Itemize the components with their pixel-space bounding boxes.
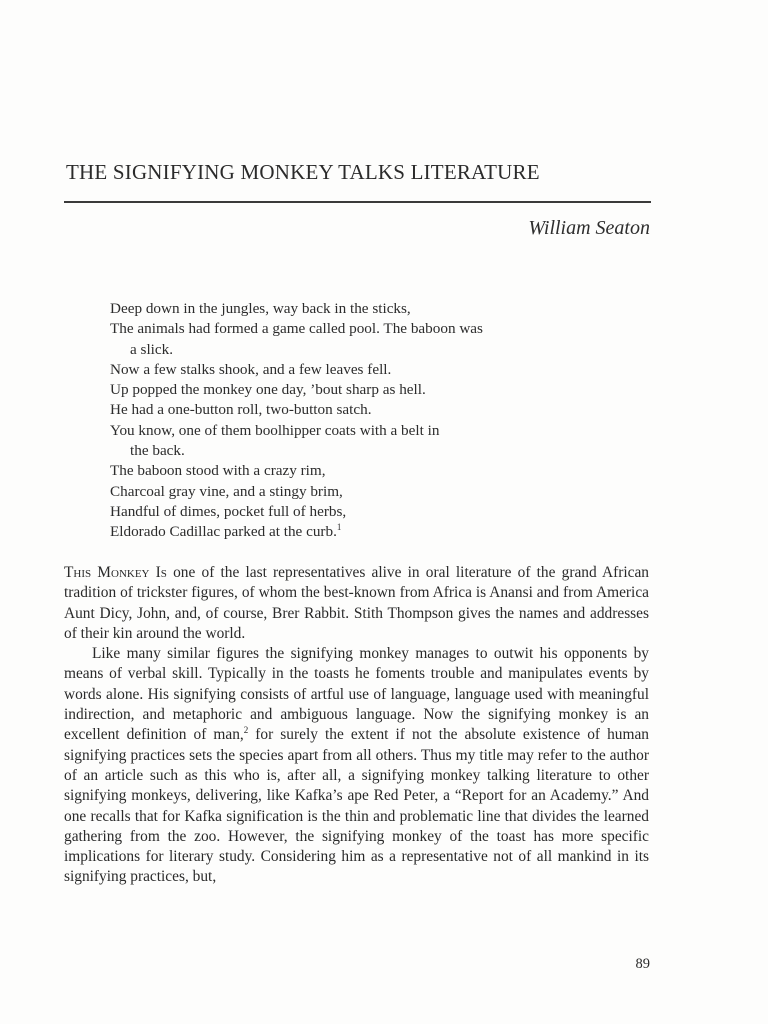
epigraph-line: The animals had formed a game called pool. The baboon was (110, 320, 483, 338)
epigraph-line-last (110, 522, 630, 542)
article-author: William Seaton (528, 217, 650, 239)
epigraph-line: Now a few stalks shook, and a few leaves fell. (110, 360, 392, 378)
epigraph-poem (110, 299, 630, 543)
epigraph-line: Charcoal gray vine, and a stingy brim, (110, 482, 343, 500)
footnote-ref: 1 (336, 522, 342, 533)
footnote-ref: 2 (243, 725, 249, 736)
paragraph-text: Like many similar figures the signifying monkey manages to outwit his opponents by means of verbal skill. Typically in the toasts he foments trouble and manipulates events by words alone. His signifying consists of artful use of language, language used with meaningful indirection, and metaphoric and ambiguous language. Now the signifying monkey is an excellent definition of man, (64, 645, 649, 744)
epigraph-line: Deep down in the jungles, way back in the sticks, (110, 300, 411, 317)
epigraph-line: He had a one-button roll, two-button satch. (110, 401, 372, 419)
epigraph-line-continuation: the back. (130, 442, 185, 460)
epigraph-line: The baboon stood with a crazy rim, (110, 462, 326, 480)
page-number: 89 (635, 956, 650, 972)
body-paragraph-2 (64, 644, 649, 888)
article-body (64, 563, 649, 888)
epigraph-line: Handful of dimes, pocket full of herbs, (110, 502, 347, 520)
title-divider (64, 201, 651, 203)
epigraph-line: Up popped the monkey one day, ’bout sharp as hell. (110, 381, 426, 399)
epigraph-line: You know, one of them boolhipper coats with a belt in (110, 421, 440, 439)
epigraph-line-continuation: a slick. (130, 340, 174, 358)
paragraph-lead-in: This Monkey Is (64, 564, 167, 581)
paragraph-text: one of the last representatives alive in oral literature of the grand African tradition of trickster figures, of whom the best-known from Africa is Anansi and from America Aunt Dicy, John, and, of course, Brer Rabbit. Stith Thompson gives the names and addresses of their kin around the world. (64, 564, 649, 642)
body-paragraph-1 (64, 563, 649, 644)
epigraph-line-text: Eldorado Cadillac parked at the curb. (110, 523, 337, 541)
article-title: THE SIGNIFYING MONKEY TALKS LITERATURE (66, 160, 540, 184)
paragraph-text: for surely the extent if not the absolute existence of human signifying practices sets the species apart from all others. Thus my title may refer to the author of an article such as this who is, after all, a signifying monkey talking literature to other signifying monkeys, delivering, like Kafka’s ape Red Peter, a “Report for an Academy.” And one recalls that for Kafka signification is the thin and problematic line that divides the learned gathering from the zoo. However, the signifying monkey of the toast has more specific implications for literary study. Considering him as a representative not of all mankind in its signifying practices, but, (64, 726, 649, 886)
